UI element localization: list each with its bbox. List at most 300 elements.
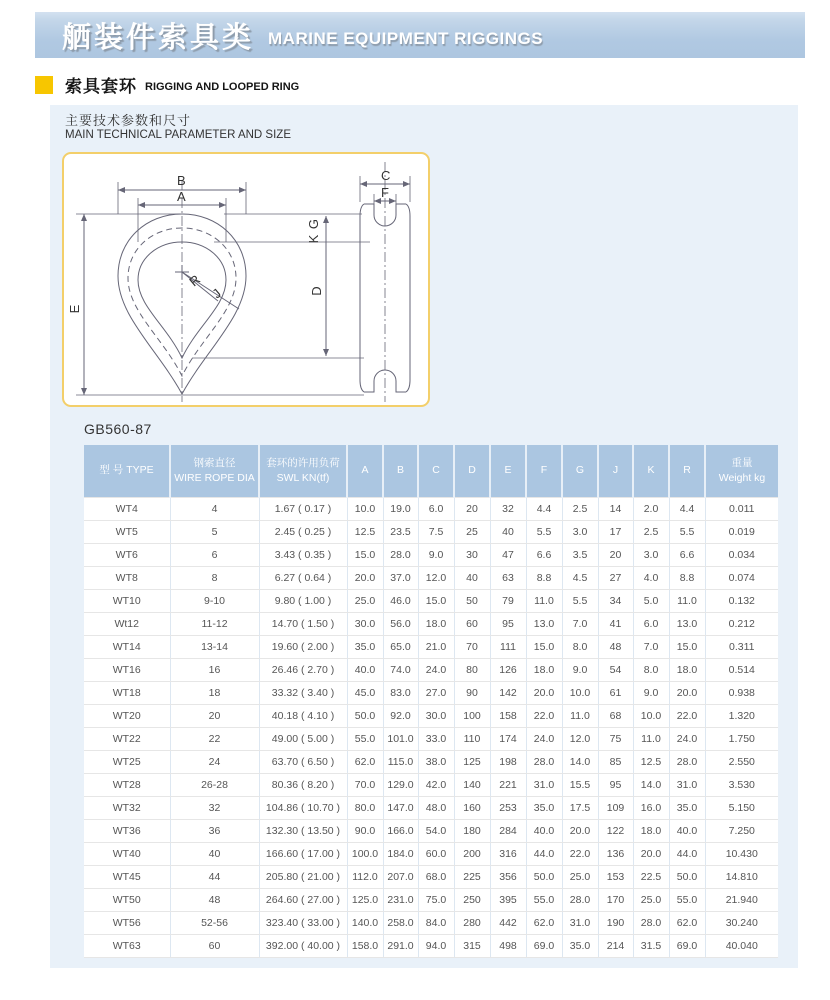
table-cell: 8.8 <box>669 567 705 590</box>
table-cell: 54.0 <box>418 820 454 843</box>
table-cell: 55.0 <box>526 889 562 912</box>
table-cell: 200 <box>454 843 490 866</box>
table-cell: 62.0 <box>526 912 562 935</box>
table-cell: WT45 <box>84 866 170 889</box>
table-cell: 140 <box>454 774 490 797</box>
table-cell: 158 <box>490 705 526 728</box>
table-cell: 6.6 <box>669 544 705 567</box>
table-cell: 14 <box>598 498 633 521</box>
table-cell: 4.5 <box>562 567 598 590</box>
table-cell: 30 <box>454 544 490 567</box>
table-cell: 49.00 ( 5.00 ) <box>259 728 347 751</box>
dim-label-d: D <box>309 286 324 296</box>
table-cell: WT22 <box>84 728 170 751</box>
table-cell: 27.0 <box>418 682 454 705</box>
column-header: 型 号 TYPE <box>84 445 170 498</box>
table-cell: 2.45 ( 0.25 ) <box>259 521 347 544</box>
dim-label-a: A <box>177 189 186 204</box>
table-cell: 1.750 <box>705 728 778 751</box>
table-row <box>84 820 778 843</box>
table-cell: 250 <box>454 889 490 912</box>
table-row <box>84 751 778 774</box>
table-cell: 45.0 <box>347 682 383 705</box>
table-cell: 25.0 <box>633 889 669 912</box>
table-cell: 122 <box>598 820 633 843</box>
table-cell: 6.0 <box>418 498 454 521</box>
column-header: 重量 Weight kg <box>705 445 778 498</box>
table-row <box>84 590 778 613</box>
table-cell: 205.80 ( 21.00 ) <box>259 866 347 889</box>
table-cell: 7.0 <box>562 613 598 636</box>
table-cell: WT5 <box>84 521 170 544</box>
column-header: D <box>454 445 490 498</box>
table-cell: 52-56 <box>170 912 259 935</box>
table-cell: 70.0 <box>347 774 383 797</box>
table-cell: WT14 <box>84 636 170 659</box>
table-cell: 7.250 <box>705 820 778 843</box>
table-cell: 3.530 <box>705 774 778 797</box>
yellow-bullet-icon <box>35 76 53 94</box>
table-cell: 9-10 <box>170 590 259 613</box>
table-cell: 18.0 <box>418 613 454 636</box>
table-cell: WT8 <box>84 567 170 590</box>
table-cell: 84.0 <box>418 912 454 935</box>
table-cell: 41 <box>598 613 633 636</box>
column-header: C <box>418 445 454 498</box>
table-cell: 24 <box>170 751 259 774</box>
table-cell: 284 <box>490 820 526 843</box>
table-cell: 315 <box>454 935 490 958</box>
table-cell: 48 <box>170 889 259 912</box>
column-header: B <box>383 445 418 498</box>
column-header: F <box>526 445 562 498</box>
table-cell: 6.0 <box>633 613 669 636</box>
table-cell: 9.80 ( 1.00 ) <box>259 590 347 613</box>
table-cell: 40.040 <box>705 935 778 958</box>
table-cell: 136 <box>598 843 633 866</box>
table-row <box>84 728 778 751</box>
table-cell: 26.46 ( 2.70 ) <box>259 659 347 682</box>
table-cell: 50.0 <box>526 866 562 889</box>
table-cell: 9.0 <box>562 659 598 682</box>
table-cell: 34 <box>598 590 633 613</box>
table-cell: 125.0 <box>347 889 383 912</box>
table-cell: 140.0 <box>347 912 383 935</box>
table-cell: 94.0 <box>418 935 454 958</box>
table-cell: 11-12 <box>170 613 259 636</box>
table-cell: WT56 <box>84 912 170 935</box>
table-cell: 20 <box>454 498 490 521</box>
table-cell: 104.86 ( 10.70 ) <box>259 797 347 820</box>
table-cell: WT32 <box>84 797 170 820</box>
table-cell: 1.67 ( 0.17 ) <box>259 498 347 521</box>
table-cell: 10.430 <box>705 843 778 866</box>
table-cell: 18.0 <box>526 659 562 682</box>
table-cell: 35.0 <box>347 636 383 659</box>
table-cell: 0.938 <box>705 682 778 705</box>
table-cell: 30.240 <box>705 912 778 935</box>
banner-title-en: MARINE EQUIPMENT RIGGINGS <box>268 29 544 48</box>
table-cell: 42.0 <box>418 774 454 797</box>
table-cell: 125 <box>454 751 490 774</box>
table-cell: 10.0 <box>633 705 669 728</box>
table-cell: 16.0 <box>633 797 669 820</box>
table-cell: 207.0 <box>383 866 418 889</box>
side-right-edge <box>406 204 410 392</box>
table-cell: 31.0 <box>526 774 562 797</box>
table-cell: 153 <box>598 866 633 889</box>
table-cell: 40 <box>490 521 526 544</box>
table-cell: 38.0 <box>418 751 454 774</box>
table-cell: 4 <box>170 498 259 521</box>
table-cell: 75.0 <box>418 889 454 912</box>
table-cell: 221 <box>490 774 526 797</box>
table-row <box>84 866 778 889</box>
table-cell: 2.550 <box>705 751 778 774</box>
table-cell: 184.0 <box>383 843 418 866</box>
column-header: K <box>633 445 669 498</box>
table-cell: 22.5 <box>633 866 669 889</box>
table-cell: 0.212 <box>705 613 778 636</box>
table-cell: 22.0 <box>669 705 705 728</box>
table-cell: 2.5 <box>633 521 669 544</box>
table-cell: 15.0 <box>418 590 454 613</box>
table-cell: 50.0 <box>669 866 705 889</box>
column-header: R <box>669 445 705 498</box>
table-cell: 95 <box>490 613 526 636</box>
table-cell: 20.0 <box>669 682 705 705</box>
column-header: J <box>598 445 633 498</box>
table-row <box>84 682 778 705</box>
table-cell: WT63 <box>84 935 170 958</box>
subtitle-en: MAIN TECHNICAL PARAMETER AND SIZE <box>65 129 291 141</box>
table-cell: 258.0 <box>383 912 418 935</box>
table-cell: 14.0 <box>633 774 669 797</box>
table-row <box>84 843 778 866</box>
table-cell: 25.0 <box>562 866 598 889</box>
table-cell: 20.0 <box>347 567 383 590</box>
table-cell: 25.0 <box>347 590 383 613</box>
table-cell: 40.0 <box>347 659 383 682</box>
table-cell: 32 <box>490 498 526 521</box>
table-cell: 5 <box>170 521 259 544</box>
table-cell: 12.5 <box>633 751 669 774</box>
table-cell: 70 <box>454 636 490 659</box>
table-cell: WT28 <box>84 774 170 797</box>
table-cell: 24.0 <box>526 728 562 751</box>
dim-label-j: J <box>209 285 224 302</box>
table-cell: 31.5 <box>633 935 669 958</box>
table-cell: 5.5 <box>526 521 562 544</box>
table-cell: 15.0 <box>526 636 562 659</box>
table-cell: 50 <box>454 590 490 613</box>
table-cell: 16 <box>170 659 259 682</box>
table-cell: 22.0 <box>562 843 598 866</box>
table-cell: 214 <box>598 935 633 958</box>
table-cell: 225 <box>454 866 490 889</box>
table-cell: 61 <box>598 682 633 705</box>
table-cell: 46.0 <box>383 590 418 613</box>
table-cell: 40 <box>454 567 490 590</box>
table-cell: 40 <box>170 843 259 866</box>
table-cell: 40.18 ( 4.10 ) <box>259 705 347 728</box>
table-cell: 174 <box>490 728 526 751</box>
table-cell: 21.940 <box>705 889 778 912</box>
table-row <box>84 636 778 659</box>
table-cell: 5.150 <box>705 797 778 820</box>
table-cell: 395 <box>490 889 526 912</box>
table-cell: 190 <box>598 912 633 935</box>
table-cell: 3.5 <box>562 544 598 567</box>
dim-label-r: R <box>186 271 204 290</box>
table-row <box>84 889 778 912</box>
table-cell: 22 <box>170 728 259 751</box>
table-cell: 5.5 <box>669 521 705 544</box>
table-cell: 15.5 <box>562 774 598 797</box>
table-cell: 15.0 <box>669 636 705 659</box>
table-cell: 28.0 <box>526 751 562 774</box>
table-cell: 90.0 <box>347 820 383 843</box>
table-cell: 79 <box>490 590 526 613</box>
banner-title-cn: 舾装件索具类 <box>62 21 255 54</box>
table-cell: 8.8 <box>526 567 562 590</box>
table-cell: 56.0 <box>383 613 418 636</box>
table-cell: 31.0 <box>562 912 598 935</box>
table-cell: 323.40 ( 33.00 ) <box>259 912 347 935</box>
table-cell: 253 <box>490 797 526 820</box>
table-cell: Wt12 <box>84 613 170 636</box>
table-cell: 126 <box>490 659 526 682</box>
table-cell: 24.0 <box>669 728 705 751</box>
table-cell: 75 <box>598 728 633 751</box>
table-cell: 316 <box>490 843 526 866</box>
table-cell: 28.0 <box>633 912 669 935</box>
table-cell: 28.0 <box>383 544 418 567</box>
table-cell: WT25 <box>84 751 170 774</box>
technical-drawing <box>62 152 430 407</box>
table-cell: WT20 <box>84 705 170 728</box>
table-cell: 166.0 <box>383 820 418 843</box>
table-cell: 85 <box>598 751 633 774</box>
standard-number: GB560-87 <box>84 421 152 437</box>
table-cell: 25 <box>454 521 490 544</box>
table-cell: 27 <box>598 567 633 590</box>
table-row <box>84 521 778 544</box>
table-cell: 100.0 <box>347 843 383 866</box>
table-cell: 62.0 <box>669 912 705 935</box>
table-cell: 112.0 <box>347 866 383 889</box>
table-cell: 18.0 <box>633 820 669 843</box>
table-cell: 6 <box>170 544 259 567</box>
table-cell: 4.0 <box>633 567 669 590</box>
table-cell: 5.5 <box>562 590 598 613</box>
dim-label-f: F <box>381 185 389 200</box>
table-cell: 69.0 <box>526 935 562 958</box>
table-cell: 6.27 ( 0.64 ) <box>259 567 347 590</box>
table-cell: 60 <box>454 613 490 636</box>
table-cell: 63 <box>490 567 526 590</box>
table-cell: 0.132 <box>705 590 778 613</box>
table-cell: 35.0 <box>562 935 598 958</box>
table-cell: 4.4 <box>526 498 562 521</box>
table-cell: 10.0 <box>562 682 598 705</box>
table-cell: 132.30 ( 13.50 ) <box>259 820 347 843</box>
table-cell: 3.0 <box>562 521 598 544</box>
section-title-en: RIGGING AND LOOPED RING <box>145 80 300 93</box>
table-row <box>84 659 778 682</box>
table-cell: 14.70 ( 1.50 ) <box>259 613 347 636</box>
table-cell: 1.320 <box>705 705 778 728</box>
table-cell: 44.0 <box>526 843 562 866</box>
table-cell: 14.810 <box>705 866 778 889</box>
table-cell: 11.0 <box>633 728 669 751</box>
column-header: 钢索直径 WIRE ROPE DIA <box>170 445 259 498</box>
table-cell: 4.4 <box>669 498 705 521</box>
table-cell: 11.0 <box>526 590 562 613</box>
dim-label-e: E <box>67 304 82 314</box>
table-cell: 18 <box>170 682 259 705</box>
table-cell: 15.0 <box>347 544 383 567</box>
column-header: E <box>490 445 526 498</box>
table-cell: 62.0 <box>347 751 383 774</box>
table-cell: 3.43 ( 0.35 ) <box>259 544 347 567</box>
table-cell: 48.0 <box>418 797 454 820</box>
table-cell: 24.0 <box>418 659 454 682</box>
table-cell: WT10 <box>84 590 170 613</box>
table-header-row <box>84 445 778 498</box>
table-cell: 11.0 <box>562 705 598 728</box>
table-cell: 35.0 <box>669 797 705 820</box>
dim-label-c: C <box>381 168 391 183</box>
table-cell: 44.0 <box>669 843 705 866</box>
table-cell: 7.5 <box>418 521 454 544</box>
table-cell: 68.0 <box>418 866 454 889</box>
table-cell: 20.0 <box>633 843 669 866</box>
table-cell: 12.5 <box>347 521 383 544</box>
table-cell: 28.0 <box>669 751 705 774</box>
table-cell: 2.5 <box>562 498 598 521</box>
table-row <box>84 797 778 820</box>
table-cell: 14.0 <box>562 751 598 774</box>
table-cell: 17.5 <box>562 797 598 820</box>
table-cell: 60.0 <box>418 843 454 866</box>
table-cell: 356 <box>490 866 526 889</box>
table-cell: 21.0 <box>418 636 454 659</box>
table-cell: 22.0 <box>526 705 562 728</box>
table-row <box>84 613 778 636</box>
table-cell: WT18 <box>84 682 170 705</box>
table-cell: 109 <box>598 797 633 820</box>
table-cell: 2.0 <box>633 498 669 521</box>
table-cell: 8.0 <box>633 659 669 682</box>
table-cell: 291.0 <box>383 935 418 958</box>
section-heading <box>35 72 299 97</box>
table-cell: 20 <box>170 705 259 728</box>
table-cell: 40.0 <box>669 820 705 843</box>
table-cell: 48 <box>598 636 633 659</box>
table-cell: 9.0 <box>418 544 454 567</box>
table-cell: 18.0 <box>669 659 705 682</box>
column-header: G <box>562 445 598 498</box>
table-cell: 110 <box>454 728 490 751</box>
table-cell: 92.0 <box>383 705 418 728</box>
table-cell: 23.5 <box>383 521 418 544</box>
table-cell: 55.0 <box>347 728 383 751</box>
table-cell: 170 <box>598 889 633 912</box>
table-cell: 0.514 <box>705 659 778 682</box>
table-cell: 0.019 <box>705 521 778 544</box>
table-cell: 17 <box>598 521 633 544</box>
table-cell: 26-28 <box>170 774 259 797</box>
table-cell: 20.0 <box>526 682 562 705</box>
table-cell: 20.0 <box>562 820 598 843</box>
table-cell: 13.0 <box>526 613 562 636</box>
table-cell: 31.0 <box>669 774 705 797</box>
table-cell: 19.60 ( 2.00 ) <box>259 636 347 659</box>
table-cell: 30.0 <box>418 705 454 728</box>
table-cell: 80.36 ( 8.20 ) <box>259 774 347 797</box>
table-cell: WT4 <box>84 498 170 521</box>
table-row <box>84 912 778 935</box>
table-cell: 198 <box>490 751 526 774</box>
table-cell: WT36 <box>84 820 170 843</box>
table-cell: 12.0 <box>418 567 454 590</box>
table-cell: 95 <box>598 774 633 797</box>
table-cell: 0.034 <box>705 544 778 567</box>
table-cell: 35.0 <box>526 797 562 820</box>
table-cell: 13.0 <box>669 613 705 636</box>
table-cell: 0.011 <box>705 498 778 521</box>
table-cell: 65.0 <box>383 636 418 659</box>
dim-label-b: B <box>177 173 186 188</box>
table-cell: WT40 <box>84 843 170 866</box>
thimble-diagram <box>64 154 428 405</box>
table-cell: 37.0 <box>383 567 418 590</box>
table-cell: 80.0 <box>347 797 383 820</box>
table-cell: 55.0 <box>669 889 705 912</box>
table-cell: 142 <box>490 682 526 705</box>
table-row <box>84 935 778 958</box>
table-row <box>84 498 778 521</box>
table-cell: 12.0 <box>562 728 598 751</box>
table-cell: 8 <box>170 567 259 590</box>
table-cell: 90 <box>454 682 490 705</box>
table-cell: 129.0 <box>383 774 418 797</box>
table-cell: 47 <box>490 544 526 567</box>
table-cell: 160 <box>454 797 490 820</box>
table-cell: 50.0 <box>347 705 383 728</box>
table-cell: 32 <box>170 797 259 820</box>
table-cell: 40.0 <box>526 820 562 843</box>
table-row <box>84 705 778 728</box>
table-cell: 83.0 <box>383 682 418 705</box>
table-cell: 147.0 <box>383 797 418 820</box>
subtitle-cn: 主要技术参数和尺寸 <box>65 113 192 128</box>
table-cell: 158.0 <box>347 935 383 958</box>
table-row <box>84 567 778 590</box>
table-cell: 10.0 <box>347 498 383 521</box>
table-cell: 33.0 <box>418 728 454 751</box>
table-cell: 3.0 <box>633 544 669 567</box>
table-cell: 6.6 <box>526 544 562 567</box>
table-cell: 166.60 ( 17.00 ) <box>259 843 347 866</box>
table-cell: 44 <box>170 866 259 889</box>
table-cell: 68 <box>598 705 633 728</box>
table-cell: 19.0 <box>383 498 418 521</box>
table-cell: 5.0 <box>633 590 669 613</box>
table-cell: 69.0 <box>669 935 705 958</box>
table-cell: 498 <box>490 935 526 958</box>
